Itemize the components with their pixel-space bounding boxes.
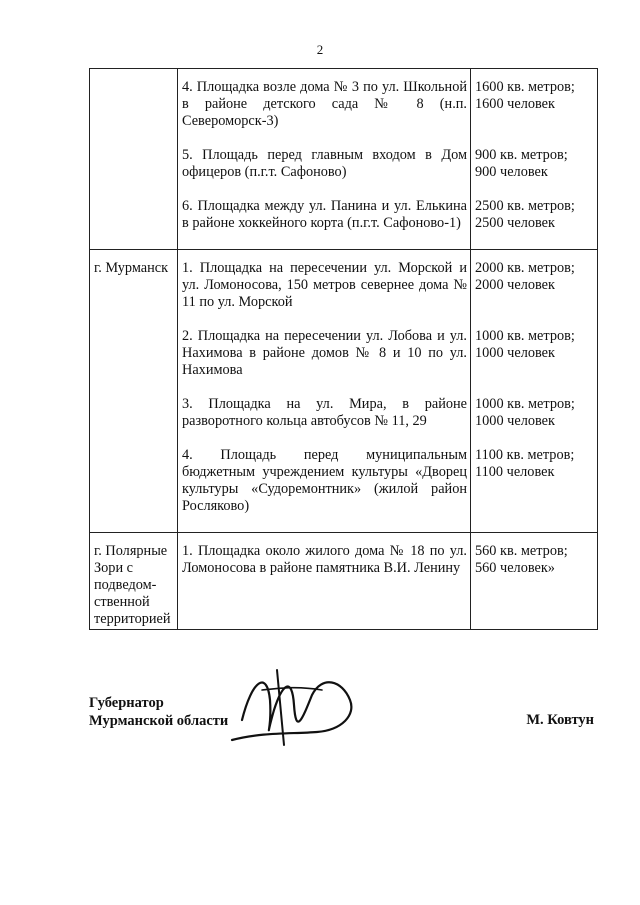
area-value: 1100 кв. метров;	[475, 447, 575, 463]
city-cell	[90, 250, 178, 533]
people-value: 900 человек	[475, 164, 548, 180]
people-value: 2000 человек	[475, 277, 555, 293]
table-row	[90, 69, 598, 250]
governor-name: М. Ковтун	[526, 712, 594, 728]
area-value: 900 кв. метров;	[475, 147, 568, 163]
area-value: 560 кв. метров;	[475, 543, 568, 559]
capacity-entry	[471, 396, 597, 430]
area-value: 1600 кв. метров;	[475, 79, 575, 95]
sites-cell	[178, 69, 471, 250]
capacity-entry	[471, 328, 597, 379]
people-value: 1000 человек	[475, 413, 555, 429]
sites-cell	[178, 250, 471, 533]
capacity-cell	[471, 533, 598, 630]
sites-cell	[178, 533, 471, 630]
area-value: 1000 кв. метров;	[475, 396, 575, 412]
site-description: 3. Площадка на ул. Мира, в районе разворотного кольца автобусов № 11, 29	[182, 396, 467, 429]
capacity-cell	[471, 69, 598, 250]
site-description: 4. Площадь перед муниципальным бюджетным учреждением культуры «Дворец культуры «Судоремонтник» (жилой район Росляково)	[182, 447, 467, 514]
site-description: 1. Площадка около жилого дома № 18 по ул. Ломоносова в районе памятника В.И. Ленину	[182, 543, 467, 576]
people-value: 1600 человек	[475, 96, 555, 112]
capacity-entry	[471, 260, 597, 311]
table-row	[90, 533, 598, 630]
site-description: 2. Площадка на пересечении ул. Лобова и ул. Нахимова в районе домов № 8 и 10 по ул. Нахимова	[182, 328, 467, 378]
capacity-entry	[471, 198, 597, 232]
capacity-entry	[471, 447, 597, 515]
area-value: 1000 кв. метров;	[475, 328, 575, 344]
people-value: 560 человек»	[475, 560, 555, 576]
city-cell	[90, 533, 178, 630]
city-label: г. Полярные Зори с подведом-ственной территорией	[94, 543, 171, 627]
city-cell	[90, 69, 178, 250]
page-number: 2	[316, 42, 324, 57]
city-label: г. Мурманск	[94, 260, 169, 276]
city-label	[90, 69, 177, 79]
table-row	[90, 250, 598, 533]
people-value: 1100 человек	[475, 464, 555, 480]
capacity-entry	[471, 79, 597, 130]
capacity-entry	[471, 543, 597, 577]
people-value: 1000 человек	[475, 345, 555, 361]
site-description: 6. Площадка между ул. Панина и ул. Елькина в районе хоккейного корта (п.г.т. Сафоново-1)	[182, 198, 467, 231]
capacity-cell	[471, 250, 598, 533]
table-body	[90, 69, 598, 630]
area-value: 2500 кв. метров;	[475, 198, 575, 214]
handwritten-signature	[222, 660, 372, 750]
region-title: Мурманской области	[89, 713, 229, 729]
site-description: 4. Площадка возле дома № 3 по ул. Школьной в районе детского сада № 8 (н.п. Североморск-3)	[182, 79, 467, 129]
sites-table	[89, 68, 598, 630]
capacity-entry	[471, 147, 597, 181]
site-description: 5. Площадь перед главным входом в Дом офицеров (п.г.т. Сафоново)	[182, 147, 467, 180]
governor-title: Губернатор	[89, 695, 164, 711]
people-value: 2500 человек	[475, 215, 555, 231]
area-value: 2000 кв. метров;	[475, 260, 575, 276]
site-description: 1. Площадка на пересечении ул. Морской и ул. Ломоносова, 150 метров севернее дома № 11 по ул. Морской	[182, 260, 467, 310]
